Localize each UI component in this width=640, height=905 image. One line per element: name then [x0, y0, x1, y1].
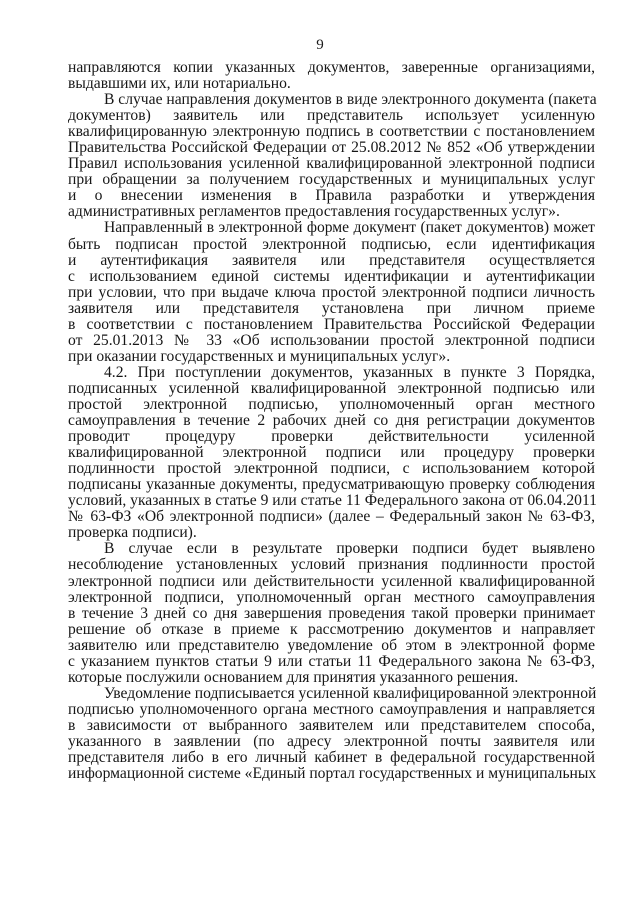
text-line: Направленный в электронной форме документ (пакет документов) может [104, 219, 595, 237]
text-line: электронной подписи или действительности усиленной квалифицированной [68, 572, 595, 590]
text-line: которые послужили основанием для принятия указанного решения. [68, 668, 519, 686]
text-line: выдавшими их, или нотариально. [68, 75, 291, 93]
text-line: электронной подписи, уполномоченный орган местного самоуправления [68, 588, 595, 606]
paragraph [68, 92, 595, 220]
paragraph [68, 220, 595, 364]
text-line: при обращении за получением государственных и муниципальных услуг [68, 171, 595, 189]
text-line: представителя либо в его личный кабинет в федеральной государственной [68, 749, 595, 767]
page-number: 9 [316, 37, 324, 53]
text-line: заявителя или представителя установлена при личном приеме [68, 299, 595, 317]
text-line: с указанием пунктов статьи 9 или статьи 11 Федерального закона № 63-ФЗ, [68, 652, 595, 670]
text-line: направляются копии указанных документов, заверенные организациями, [68, 59, 595, 76]
text-line: при условии, что при выдаче ключа простой электронной подписи личность [68, 283, 595, 301]
text-line: самоуправления в течение 2 рабочих дней со дня регистрации документов [68, 412, 595, 430]
text-line: решение об отказе в приеме к рассмотрению документов и направляет [68, 620, 595, 638]
text-line: В случае направления документов в виде электронного документа (пакета [104, 91, 597, 109]
paragraph [68, 365, 595, 542]
text-line: подписаны указанные документы, предусматривающую проверку соблюдения [68, 476, 595, 494]
text-line: при оказании государственных и муниципальных услуг». [68, 347, 451, 365]
text-line: квалифицированную электронную подпись в соответствии с постановлением [68, 123, 595, 141]
text-line: проверка подписи). [68, 524, 197, 542]
text-line: Правительства Российской Федерации от 25.08.2012 № 852 «Об утверждении [68, 139, 595, 157]
text-line: информационной системе «Единый портал государственных и муниципальных [68, 765, 597, 783]
text-line: Уведомление подписывается усиленной квалифицированной электронной [104, 684, 597, 702]
paragraph [68, 686, 595, 782]
text-line: квалифицированной электронной подписи или процедуру проверки [68, 444, 595, 462]
text-line: № 63-ФЗ «Об электронной подписи» (далее – Федеральный закон № 63-ФЗ, [68, 508, 595, 526]
document-body [68, 60, 595, 782]
text-line: от 25.01.2013 № 33 «Об использовании простой электронной подписи [68, 331, 595, 349]
paragraph [68, 60, 595, 92]
text-line: простой электронной подписью, уполномоченный орган местного [68, 395, 595, 413]
text-line: административных регламентов предоставления государственных услуг». [68, 203, 560, 221]
text-line: подписанных усиленной квалифицированной электронной подписью или [68, 379, 595, 397]
text-line: указанного в заявлении (по адресу электронной почты заявителя или [68, 732, 595, 750]
text-line: и аутентификация заявителя или представителя осуществляется [68, 251, 595, 269]
text-line: и о внесении изменения в Правила разработки и утверждения [68, 187, 595, 205]
text-line: Правил использования усиленной квалифицированной электронной подписи [68, 155, 595, 173]
paragraph [68, 541, 595, 685]
text-line: проводит процедуру проверки действительности усиленной [68, 428, 595, 446]
text-line: в соответствии с постановлением Правительства Российской Федерации [68, 315, 595, 333]
text-line: в течение 3 дней со дня завершения проведения такой проверки принимает [68, 604, 595, 622]
text-line: быть подписан простой электронной подписью, если идентификация [68, 235, 595, 253]
text-line: В случае если в результате проверки подписи будет выявлено [104, 540, 595, 558]
text-line: документов) заявитель или представитель использует усиленную [68, 107, 595, 125]
text-line: в зависимости от выбранного заявителем или представителем способа, [68, 716, 595, 734]
text-line: с использованием единой системы идентификации и аутентификации [68, 267, 595, 285]
text-line: 4.2. При поступлении документов, указанных в пункте 3 Порядка, [104, 363, 595, 381]
text-line: подписью уполномоченного органа местного самоуправления и направляется [68, 700, 595, 718]
text-line: подлинности простой электронной подписи, с использованием которой [68, 460, 595, 478]
text-line: несоблюдение установленных условий признания подлинности простой [68, 556, 595, 574]
text-line: заявителю или представителю уведомление об этом в электронной форме [68, 636, 595, 654]
text-line: условий, указанных в статье 9 или статье 11 Федерального закона от 06.04.2011 [68, 492, 597, 510]
